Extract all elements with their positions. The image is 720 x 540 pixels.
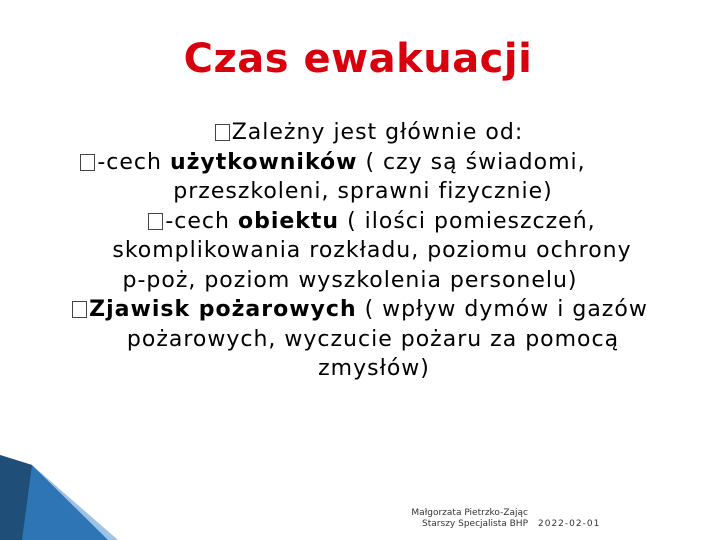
footer-date: 2022-02-01 [538,519,601,529]
body-line-7: Zjawisk pożarowych ( wpływ dymów i gazów [0,295,720,325]
body-line-5: skomplikowania rozkładu, poziomu ochrony [112,238,632,263]
bullet-box-icon [80,154,95,171]
footer-author-block [398,508,528,530]
bullet-box-icon [215,124,230,141]
bullet-box-icon [72,301,87,318]
body-line-6: p-poż, poziom wyszkolenia personelu) [122,267,578,293]
body-line-2: -cech użytkowników ( czy są świadomi, [0,148,693,178]
bullet-box-icon [148,213,163,230]
body-line-4: -cech obiektu ( ilości pomieszczeń, [12,207,720,237]
slide-body [0,118,720,384]
body-line-3: przeszkoleni, sprawni fizycznie) [173,179,553,204]
footer-role: Starszy Specjalista BHP [422,519,528,529]
footer-author: Małgorzata Pietrzko-Zając [411,508,528,518]
body-line-9: zmysłów) [318,356,430,381]
body-line-8: pożarowych, wyczucie pożaru za pomocą [126,326,620,352]
slide-title: Czas ewakuacji [183,36,533,82]
corner-decoration-shape [0,455,130,540]
body-line-1: Zależny jest głównie od: [9,118,720,148]
